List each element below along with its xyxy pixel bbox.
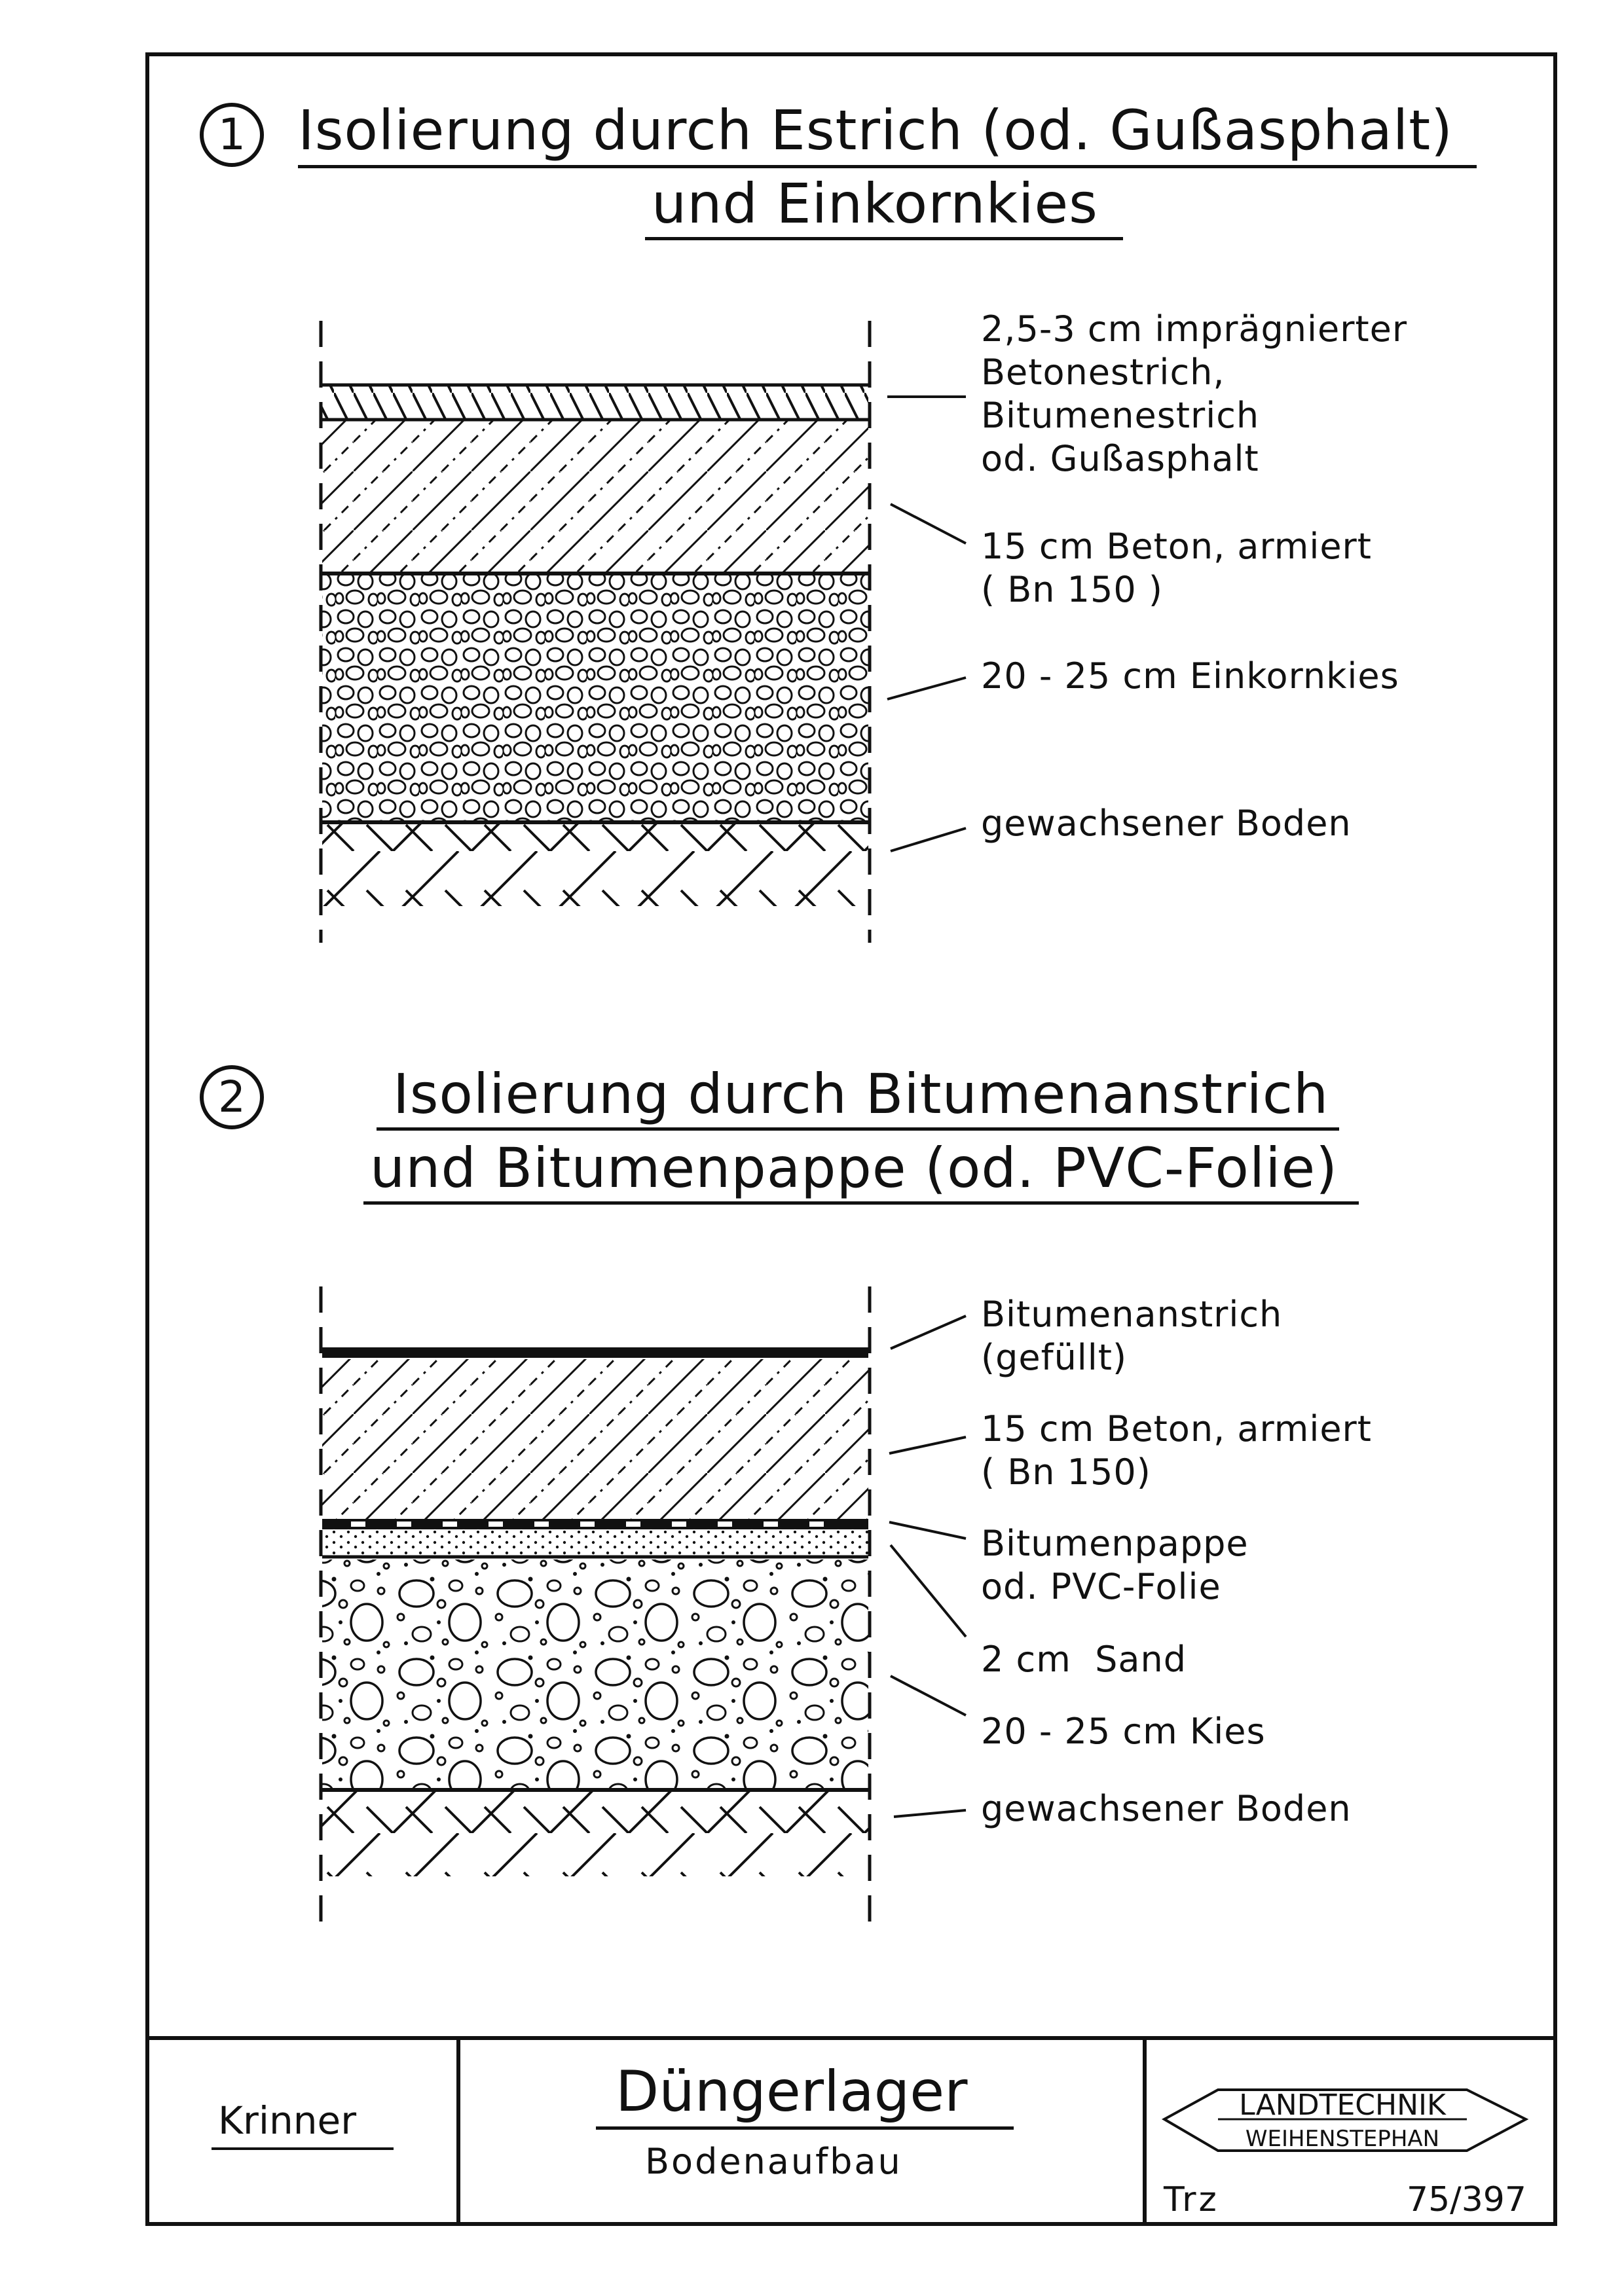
section1-label-einkornkies: 20 - 25 cm Einkornkies [981,655,1399,697]
drawing-title: Düngerlager [616,2059,968,2124]
section2-label-bitumenpappe: Bitumenpappe od. PVC-Folie [981,1523,1249,1607]
author-name: Krinner [218,2098,357,2143]
section1-label-estrich: 2,5-3 cm imprägnierter Betonestrich, Bitumenestrich od. Gußasphalt [981,308,1408,479]
section1-label-boden: gewachsener Boden [981,803,1352,844]
section2-label-kies: 20 - 25 cm Kies [981,1711,1266,1752]
drawing-subtitle: Bodenaufbau [645,2141,902,2182]
section2-label-beton: 15 cm Beton, armiert ( Bn 150) [981,1408,1372,1493]
logo-line1: LANDTECHNIK [1239,2088,1446,2122]
section1-title-line1: Isolierung durch Estrich (od. Gußasphalt) [298,98,1453,162]
logo-line2: WEIHENSTEPHAN [1245,2126,1440,2152]
section2-number: 2 [200,1065,264,1129]
drawing-number: 75/397 [1407,2180,1526,2219]
section2-label-sand: 2 cm Sand [981,1639,1187,1680]
section2-title-line1: Isolierung durch Bitumenanstrich [393,1062,1329,1126]
section2-title-line2: und Bitumenpappe (od. PVC-Folie) [370,1136,1338,1200]
section1-title-line2: und Einkornkies [652,172,1098,236]
section1-label-beton: 15 cm Beton, armiert ( Bn 150 ) [981,526,1372,610]
section2-label-boden: gewachsener Boden [981,1788,1352,1829]
drawn-by: Trz [1164,2180,1219,2219]
section1-number: 1 [200,103,264,167]
section2-label-bitumenanstrich: Bitumenanstrich (gefüllt) [981,1294,1283,1378]
